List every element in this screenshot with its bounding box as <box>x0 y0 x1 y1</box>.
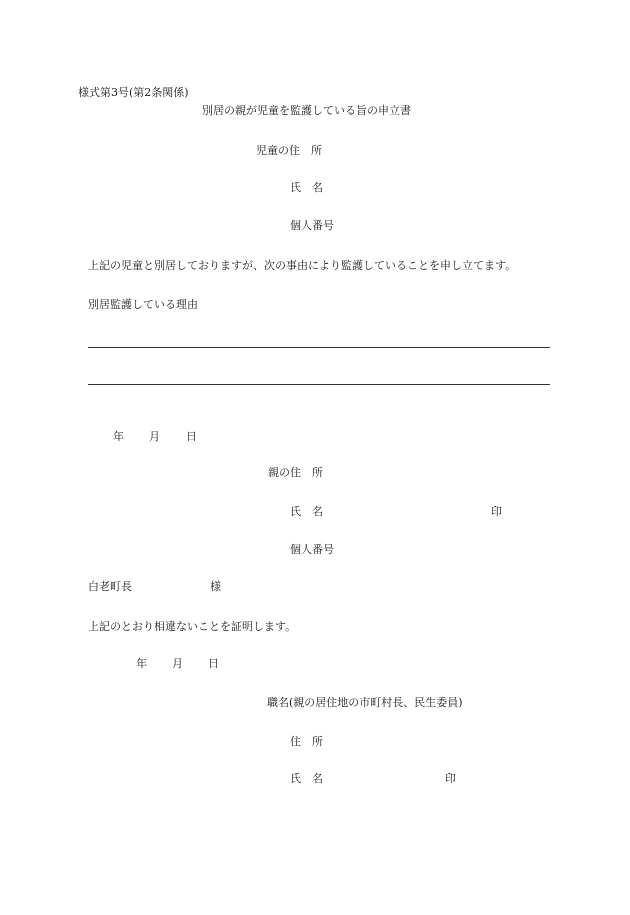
document-title: 別居の親が児童を監護している旨の申立書 <box>202 104 411 117</box>
certification-text: 上記のとおり相違ないことを証明します。 <box>88 620 297 633</box>
form-number-label: 様式第3号(第2条関係) <box>78 86 189 99</box>
child-name-label: 氏 名 <box>290 181 323 194</box>
date2-year: 年 <box>136 657 147 670</box>
reason-label: 別居監護している理由 <box>88 298 198 311</box>
date2-day: 日 <box>208 657 219 670</box>
reason-line-1 <box>88 347 550 348</box>
declaration-text: 上記の児童と別居しておりますが、次の事由により監護していることを申し立てます。 <box>88 259 517 272</box>
addressee-name: 白老町長 <box>88 580 132 593</box>
certifier-address-label: 住 所 <box>290 735 323 748</box>
date2-month: 月 <box>172 657 183 670</box>
parent-address-label: 親の住 所 <box>268 466 323 479</box>
certifier-name-label: 氏 名 <box>290 772 323 785</box>
date1-month: 月 <box>149 430 160 443</box>
reason-line-2 <box>88 384 550 385</box>
certifier-title-label: 職名(親の居住地の市町村長、民生委員) <box>267 696 463 709</box>
certifier-seal-mark: 印 <box>445 772 456 785</box>
parent-name-label: 氏 名 <box>290 505 323 518</box>
date1-day: 日 <box>186 430 197 443</box>
addressee-honorific: 様 <box>210 580 221 593</box>
child-address-label: 児童の住 所 <box>256 144 322 157</box>
child-number-label: 個人番号 <box>290 219 334 232</box>
parent-seal-mark: 印 <box>491 505 502 518</box>
parent-number-label: 個人番号 <box>290 543 334 556</box>
date1-year: 年 <box>113 430 124 443</box>
